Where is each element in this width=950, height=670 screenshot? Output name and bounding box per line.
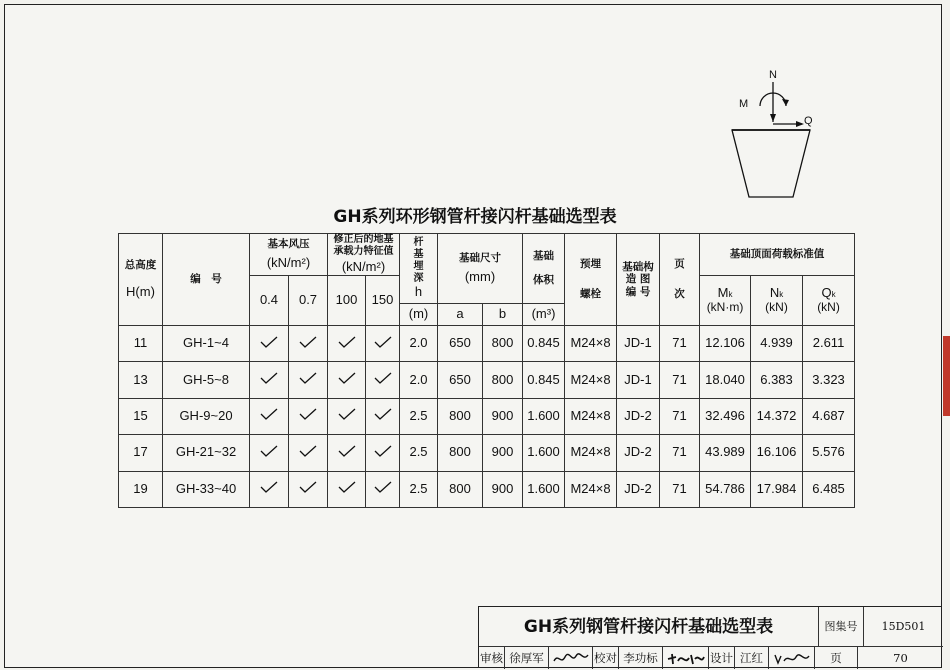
wind-pressure-header: 基本风压 (kN/m²)	[250, 234, 328, 276]
check-cell	[366, 362, 400, 398]
check-cell	[289, 398, 328, 434]
row-bolt: M24×8	[565, 398, 617, 434]
structure-drawing-header: 基础构 造 图 编 号	[617, 234, 660, 326]
row-height: 15	[119, 398, 163, 434]
row-code: GH-33~40	[163, 471, 250, 507]
approval-row	[479, 647, 943, 669]
row-mk: 43.989	[700, 435, 751, 471]
check-mark-icon	[338, 481, 356, 493]
row-depth: 2.0	[400, 325, 438, 361]
atlas-number: 15D501	[864, 607, 943, 647]
row-structure: JD-1	[617, 362, 660, 398]
designer-signature	[769, 647, 815, 669]
row-qk: 3.323	[803, 362, 855, 398]
soil-value-100: 100	[328, 275, 366, 325]
check-mark-icon	[299, 336, 317, 348]
check-mark-icon	[374, 336, 392, 348]
row-qk: 2.611	[803, 325, 855, 361]
row-height: 19	[119, 471, 163, 507]
check-cell	[366, 435, 400, 471]
row-volume: 1.600	[523, 471, 565, 507]
check-cell	[328, 362, 366, 398]
check-cell	[366, 471, 400, 507]
check-mark-icon	[338, 372, 356, 384]
check-mark-icon	[299, 372, 317, 384]
check-cell	[366, 398, 400, 434]
atlas-number-label: 图集号	[819, 607, 864, 647]
header-row	[119, 234, 855, 276]
code-header: 编 号	[163, 234, 250, 326]
row-bolt: M24×8	[565, 325, 617, 361]
row-qk: 5.576	[803, 435, 855, 471]
check-cell	[328, 435, 366, 471]
row-dim-b: 900	[483, 398, 523, 434]
foundation-force-diagram	[730, 66, 840, 201]
table-row	[119, 325, 855, 361]
table-title: GH系列环形钢管杆接闪杆基础选型表	[333, 207, 617, 227]
row-page: 71	[660, 325, 700, 361]
table-row	[119, 435, 855, 471]
total-height-header: 总高度 H(m)	[119, 234, 163, 326]
check-mark-icon	[374, 481, 392, 493]
row-height: 17	[119, 435, 163, 471]
check-cell	[250, 325, 289, 361]
row-page: 71	[660, 435, 700, 471]
check-mark-icon	[338, 336, 356, 348]
load-header: 基础顶面荷载标准值	[700, 234, 855, 276]
mk-header: Mk (kN·m)	[700, 275, 751, 325]
check-mark-icon	[338, 408, 356, 420]
table-body	[119, 325, 855, 507]
row-structure: JD-2	[617, 435, 660, 471]
row-volume: 1.600	[523, 398, 565, 434]
row-mk: 18.040	[700, 362, 751, 398]
row-dim-a: 800	[438, 398, 483, 434]
check-cell	[328, 325, 366, 361]
row-nk: 16.106	[751, 435, 803, 471]
row-dim-b: 900	[483, 435, 523, 471]
row-dim-a: 650	[438, 362, 483, 398]
reviewer-signature	[549, 647, 593, 669]
designer-name: 江红	[735, 647, 769, 669]
row-code: GH-1~4	[163, 325, 250, 361]
wind-value-0-7: 0.7	[289, 275, 328, 325]
row-dim-b: 800	[483, 362, 523, 398]
soil-bearing-header: 修正后的地基承载力特征值 (kN/m²)	[328, 234, 400, 276]
row-page: 71	[660, 362, 700, 398]
row-depth: 2.5	[400, 398, 438, 434]
row-volume: 0.845	[523, 325, 565, 361]
row-code: GH-5~8	[163, 362, 250, 398]
page-header: 页 次	[660, 234, 700, 326]
check-mark-icon	[374, 372, 392, 384]
reviewer-name: 徐厚军	[505, 647, 549, 669]
check-mark-icon	[338, 445, 356, 457]
check-mark-icon	[374, 408, 392, 420]
check-cell	[250, 362, 289, 398]
row-nk: 4.939	[751, 325, 803, 361]
row-nk: 14.372	[751, 398, 803, 434]
row-code: GH-21~32	[163, 435, 250, 471]
row-depth: 2.5	[400, 471, 438, 507]
row-volume: 0.845	[523, 362, 565, 398]
row-mk: 32.496	[700, 398, 751, 434]
design-label: 设计	[709, 647, 735, 669]
row-bolt: M24×8	[565, 362, 617, 398]
embedded-bolt-header: 预埋 螺栓	[565, 234, 617, 326]
soil-value-150: 150	[366, 275, 400, 325]
row-nk: 17.984	[751, 471, 803, 507]
check-cell	[250, 471, 289, 507]
edge-tab-marker	[943, 336, 950, 416]
check-label: 校对	[593, 647, 619, 669]
check-mark-icon	[299, 408, 317, 420]
check-cell	[289, 325, 328, 361]
check-mark-icon	[299, 445, 317, 457]
nk-header: Nk (kN)	[751, 275, 803, 325]
page-label: 页	[815, 647, 858, 669]
foundation-selection-table	[118, 233, 855, 508]
check-cell	[289, 471, 328, 507]
dim-b-header: b	[483, 303, 523, 325]
page-number: 70	[893, 651, 908, 665]
check-mark-icon	[260, 445, 278, 457]
checker-signature	[663, 647, 709, 669]
row-dim-b: 800	[483, 325, 523, 361]
pole-depth-header: 杆基埋深 h	[400, 234, 438, 304]
q-label: Q	[804, 115, 813, 127]
row-qk: 6.485	[803, 471, 855, 507]
row-depth: 2.5	[400, 435, 438, 471]
row-mk: 54.786	[700, 471, 751, 507]
pole-depth-unit: (m)	[400, 303, 438, 325]
check-mark-icon	[260, 372, 278, 384]
check-cell	[328, 398, 366, 434]
check-cell	[328, 471, 366, 507]
title-block-title: GH系列钢管杆接闪杆基础选型表	[479, 607, 819, 647]
title-block	[478, 606, 942, 668]
check-cell	[289, 362, 328, 398]
row-nk: 6.383	[751, 362, 803, 398]
table-row	[119, 471, 855, 507]
foundation-volume-header: 基础 体积	[523, 234, 565, 304]
row-mk: 12.106	[700, 325, 751, 361]
row-height: 11	[119, 325, 163, 361]
n-label: N	[769, 69, 777, 81]
row-structure: JD-1	[617, 325, 660, 361]
row-qk: 4.687	[803, 398, 855, 434]
check-mark-icon	[299, 481, 317, 493]
row-dim-a: 800	[438, 471, 483, 507]
check-mark-icon	[260, 336, 278, 348]
checker-name: 李功标	[619, 647, 663, 669]
row-depth: 2.0	[400, 362, 438, 398]
review-label: 审核	[479, 647, 505, 669]
row-height: 13	[119, 362, 163, 398]
row-dim-a: 800	[438, 435, 483, 471]
check-mark-icon	[260, 408, 278, 420]
row-structure: JD-2	[617, 471, 660, 507]
row-structure: JD-2	[617, 398, 660, 434]
qk-header: Qk (kN)	[803, 275, 855, 325]
dim-a-header: a	[438, 303, 483, 325]
row-volume: 1.600	[523, 435, 565, 471]
check-cell	[250, 398, 289, 434]
check-cell	[366, 325, 400, 361]
check-mark-icon	[374, 445, 392, 457]
row-bolt: M24×8	[565, 435, 617, 471]
m-label: M	[739, 98, 749, 110]
wind-value-0-4: 0.4	[250, 275, 289, 325]
row-code: GH-9~20	[163, 398, 250, 434]
row-bolt: M24×8	[565, 471, 617, 507]
table-row	[119, 398, 855, 434]
table-row	[119, 362, 855, 398]
row-page: 71	[660, 471, 700, 507]
check-mark-icon	[260, 481, 278, 493]
row-page: 71	[660, 398, 700, 434]
volume-unit: (m³)	[523, 303, 565, 325]
check-cell	[289, 435, 328, 471]
row-dim-b: 900	[483, 471, 523, 507]
row-dim-a: 650	[438, 325, 483, 361]
check-cell	[250, 435, 289, 471]
foundation-size-header: 基础尺寸 (mm)	[438, 234, 523, 304]
